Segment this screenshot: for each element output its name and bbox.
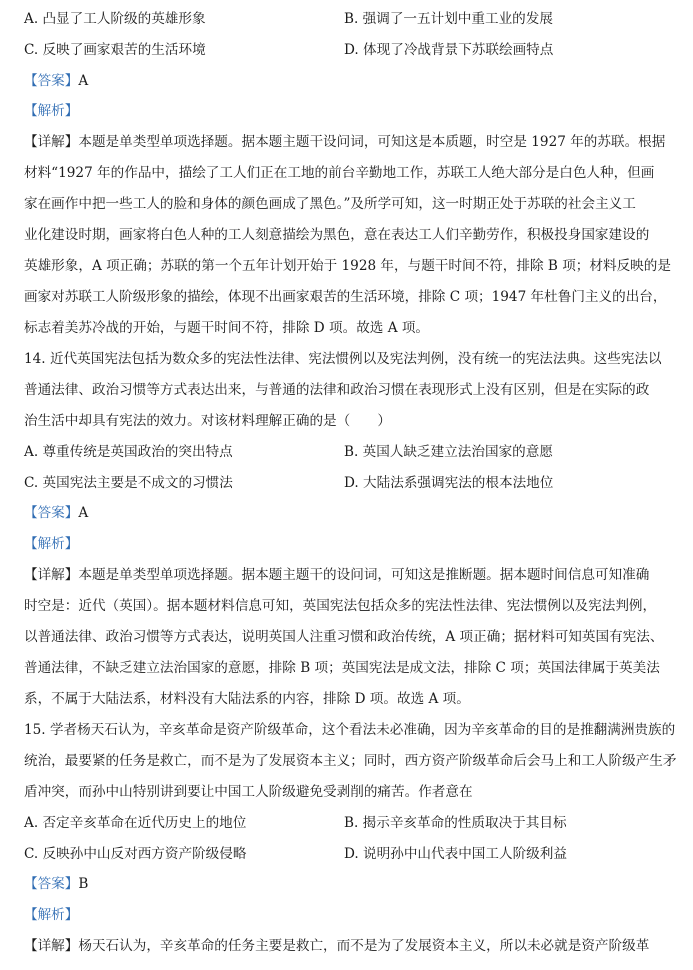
q14-stem-line-3: 治生活中却具有宪法的效力。对该材料理解正确的是（ ） bbox=[24, 413, 392, 429]
q13-detail-line-3: 家在画作中把一些工人的脸和身体的颜色画成了黑色。”及所学可知，这一时期正处于苏联的社会主义工 bbox=[24, 196, 636, 212]
q13-detail-line-5: 英雄形象，A 项正确；苏联的第一个五年计划开始于 1928 年，与题干时间不符，排除 B 项；材料反映的是 bbox=[24, 258, 671, 274]
q14-option-b: B. 英国人缺乏建立法治国家的意愿 bbox=[344, 444, 553, 460]
analysis-tag: 【解析】 bbox=[24, 103, 79, 119]
q14-detail-line-1 bbox=[24, 565, 649, 585]
q13-option-d: D. 体现了冷战背景下苏联绘画特点 bbox=[344, 42, 554, 58]
q13-answer-value: A bbox=[78, 73, 89, 89]
analysis-tag: 【解析】 bbox=[24, 907, 79, 923]
q14-answer bbox=[24, 503, 88, 523]
q14-stem-line-2: 普通法律、政治习惯等方式表达出来，与普通的法律和政治习惯在表现形式上没有区别，但是在实际的政 bbox=[24, 382, 650, 398]
q13-option-c: C. 反映了画家艰苦的生活环境 bbox=[24, 42, 206, 58]
q14-option-a: A. 尊重传统是英国政治的突出特点 bbox=[24, 444, 233, 460]
q13-detail-line-7: 标志着美苏冷战的开始，与题干时间不符，排除 D 项。故选 A 项。 bbox=[24, 320, 430, 336]
q15-option-d: D. 说明孙中山代表中国工人阶级利益 bbox=[344, 846, 567, 862]
q14-detail-line-3: 以普通法律、政治习惯等方式表达，说明英国人注重习惯和政治传统，A 项正确；据材料可知英国有宪法、 bbox=[24, 629, 664, 645]
q13-detail-line-4: 业化建设时期，画家将白色人种的工人刻意描绘为黑色，意在表达工人们辛勤劳作，积极投身国家建设的 bbox=[24, 227, 650, 243]
q15-detail-text: 杨天石认为，辛亥革命的任务主要是救亡，而不是为了发展资本主义，所以未必就是资产阶级革 bbox=[78, 938, 650, 954]
q15-answer bbox=[24, 874, 88, 894]
q15-analysis bbox=[24, 905, 78, 925]
q14-answer-value: A bbox=[78, 505, 89, 521]
detail-tag: 【详解】 bbox=[24, 567, 79, 583]
q14-detail-line-2: 时空是：近代（英国）。据本题材料信息可知，英国宪法包括众多的宪法性法律、宪法惯例以及宪法判例， bbox=[24, 598, 657, 614]
answer-tag: 【答案】 bbox=[24, 73, 79, 89]
q15-stem-line-1: 15. 学者杨天石认为，辛亥革命是资产阶级革命，这个看法未必准确，因为辛亥革命的目的是推翻满洲贵族的 bbox=[24, 722, 676, 738]
q14-analysis bbox=[24, 534, 78, 554]
q15-option-a: A. 否定辛亥革命在近代历史上的地位 bbox=[24, 815, 247, 831]
q13-answer bbox=[24, 71, 88, 91]
answer-tag: 【答案】 bbox=[24, 876, 79, 892]
q13-detail-line-6: 画家对苏联工人阶级形象的描绘，体现不出画家艰苦的生活环境，排除 C 项；1947 年杜鲁门主义的出台， bbox=[24, 289, 667, 305]
q13-detail-line-2: 材料“1927 年的作品中，描绘了工人们正在工地的前台辛勤地工作，苏联工人绝大部分是白色人种，但画 bbox=[24, 165, 655, 181]
q14-stem-line-1: 14. 近代英国宪法包括为数众多的宪法性法律、宪法惯例以及宪法判例，没有统一的宪法法典。这些宪法以 bbox=[24, 351, 662, 367]
q13-detail-text: 本题是单类型单项选择题。据本题主题干设问词，可知这是本质题，时空是 1927 年的苏联。根据 bbox=[78, 134, 666, 150]
q14-option-d: D. 大陆法系强调宪法的根本法地位 bbox=[344, 475, 554, 491]
q13-option-b: B. 强调了一五计划中重工业的发展 bbox=[344, 11, 553, 27]
answer-tag: 【答案】 bbox=[24, 505, 79, 521]
detail-tag: 【详解】 bbox=[24, 938, 79, 954]
q15-stem-line-3: 盾冲突，而孙中山特别讲到要让中国工人阶级避免受剥削的痛苦。作者意在 bbox=[24, 784, 473, 800]
q13-analysis bbox=[24, 101, 78, 121]
q15-detail-line-1 bbox=[24, 936, 649, 956]
q15-option-b: B. 揭示辛亥革命的性质取决于其目标 bbox=[344, 815, 567, 831]
q14-detail-line-5: 系，不属于大陆法系，材料没有大陆法系的内容，排除 D 项。故选 A 项。 bbox=[24, 691, 470, 707]
q13-option-a: A. 凸显了工人阶级的英雄形象 bbox=[24, 11, 206, 27]
detail-tag: 【详解】 bbox=[24, 134, 79, 150]
q15-stem-line-2: 统治，最要紧的任务是救亡，而不是为了发展资本主义；同时，西方资产阶级革命后会马上和工人阶级产生矛 bbox=[24, 753, 677, 769]
analysis-tag: 【解析】 bbox=[24, 536, 79, 552]
q14-option-c: C. 英国宪法主要是不成文的习惯法 bbox=[24, 475, 233, 491]
q15-option-c: C. 反映孙中山反对西方资产阶级侵略 bbox=[24, 846, 247, 862]
q14-detail-text: 本题是单类型单项选择题。据本题主题干的设问词，可知这是推断题。据本题时间信息可知准确 bbox=[78, 567, 650, 583]
q14-detail-line-4: 普通法律，不缺乏建立法治国家的意愿，排除 B 项；英国宪法是成文法，排除 C 项；英国法律属于英美法 bbox=[24, 660, 660, 676]
q15-answer-value: B bbox=[78, 876, 89, 892]
q13-detail-line-1 bbox=[24, 132, 665, 152]
